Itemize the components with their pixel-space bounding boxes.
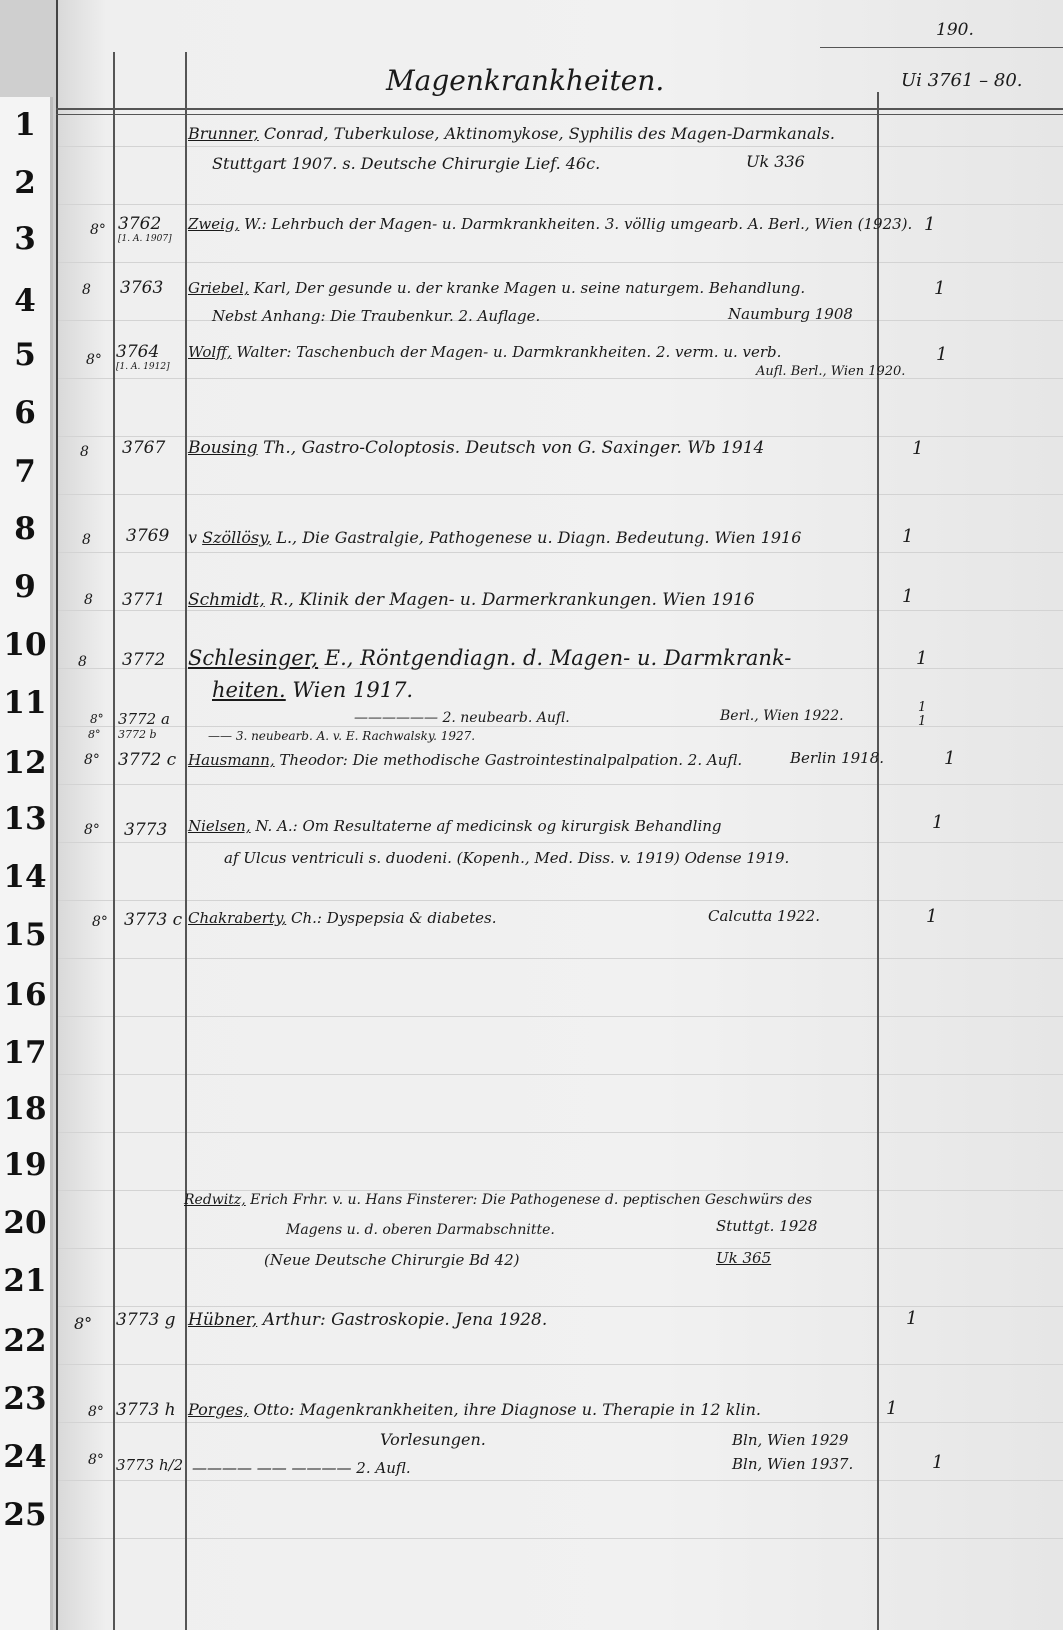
entry-title: N. A.: Om Resultaterne af medicinsk og kirurgisk Behandling — [250, 817, 722, 835]
page-number-rule — [820, 47, 1063, 48]
entry-author: Porges, — [188, 1400, 249, 1419]
entry-title: W.: Lehrbuch der Magen- u. Darmkrankheiten. 3. völlig umgearb. A. Berl., Wien (1923). — [239, 215, 913, 233]
entry-count: 1 — [932, 812, 944, 833]
ruled-line — [56, 1248, 1063, 1249]
ruled-line — [56, 1132, 1063, 1133]
entry-title: Conrad, Tuberkulose, Aktinomykose, Syphilis des Magen-Darmkanals. — [258, 124, 835, 143]
line-number: 8 — [14, 511, 36, 547]
line-number: 6 — [14, 395, 36, 431]
line-number: 24 — [3, 1439, 47, 1475]
column-rule-format — [113, 52, 115, 1630]
entry-line — [188, 434, 764, 462]
entry-author: Zweig, — [188, 215, 240, 233]
ruled-line — [56, 378, 1063, 379]
header-rule-2 — [56, 114, 1063, 115]
ruled-line — [56, 900, 1063, 901]
entry-imprint: Naumburg 1908 — [728, 305, 853, 323]
line-number: 21 — [3, 1263, 47, 1299]
entry-title: Erich Frhr. v. u. Hans Finsterer: Die Pathogenese d. peptischen Geschwürs des — [245, 1192, 813, 1208]
line-number: 2 — [14, 165, 36, 201]
entry-title: Theodor: Die methodische Gastrointestinalpalpation. 2. Aufl. — [274, 751, 743, 769]
entry-imprint: Aufl. Berl., Wien 1920. — [756, 364, 906, 379]
entry-author: Hübner, — [188, 1310, 258, 1330]
ruled-line — [56, 1016, 1063, 1017]
entry-format: 8° — [84, 822, 100, 838]
entry-format: 8° — [88, 728, 101, 741]
entry-imprint: Bln, Wien 1929 — [732, 1431, 849, 1449]
line-number: 16 — [3, 977, 47, 1013]
entry-imprint: Calcutta 1922. — [708, 907, 820, 925]
entry-title: —————— 2. neubearb. Aufl. — [354, 710, 570, 726]
entry-author: Brunner, — [188, 124, 259, 143]
entry-count: 1 — [918, 700, 927, 715]
entry-imprint: Wien 1917. — [285, 678, 414, 702]
line-number: 7 — [14, 454, 36, 490]
line-number: 19 — [3, 1147, 47, 1183]
ruled-line — [56, 494, 1063, 495]
entry-imprint: Bln, Wien 1937. — [732, 1455, 854, 1473]
entry-count: 1 — [918, 714, 927, 729]
ruled-line — [56, 958, 1063, 959]
entry-title: E., Röntgendiagn. d. Magen- u. Darmkrank- — [318, 646, 792, 670]
entry-prefix: v — [188, 528, 203, 547]
entry-format: 8 — [78, 654, 87, 670]
entry-count: 1 — [906, 1308, 918, 1329]
ruled-line — [56, 262, 1063, 263]
entry-count: 1 — [936, 344, 948, 365]
entry-count: 1 — [912, 438, 924, 459]
ruled-line — [56, 784, 1063, 785]
entry-line — [188, 338, 781, 366]
entry-count: 1 — [926, 906, 938, 927]
entry-format: 8° — [88, 1404, 104, 1420]
line-number: 1 — [14, 107, 36, 143]
entry-format: 8° — [86, 352, 102, 368]
entry-format: 8 — [84, 592, 93, 608]
entry-number: 3762 [1. A. 1907] — [118, 214, 172, 244]
entry-count: 1 — [916, 648, 928, 669]
entry-line — [188, 524, 801, 552]
line-number: 17 — [3, 1035, 47, 1071]
line-number: 23 — [3, 1381, 47, 1417]
entry-title-cont: Magens u. d. oberen Darmabschnitte. — [286, 1222, 555, 1238]
line-number: 13 — [3, 801, 47, 837]
entry-number: 3771 — [122, 590, 166, 610]
entry-author: Wolff, — [188, 343, 232, 361]
entry-title: L., Die Gastralgie, Pathogenese u. Diagn. Bedeutung. Wien 1916 — [271, 528, 802, 547]
entry-line — [188, 812, 722, 840]
entry-title: —— 3. neubearb. A. v. E. Rachwalsky. 1927. — [208, 729, 476, 743]
entry-number: 3772 c — [118, 750, 177, 770]
line-number: 3 — [14, 221, 36, 257]
entry-count: 1 — [934, 278, 946, 299]
entry-title: Ch.: Dyspepsia & diabetes. — [286, 909, 497, 927]
entry-note: Nebst Anhang: Die Traubenkur. 2. Auflage. — [212, 307, 541, 325]
entry-number: 3772 — [122, 650, 166, 670]
page-number: 190. — [936, 20, 974, 40]
entry-format: 8° — [90, 712, 104, 726]
entry-imprint: Berlin 1918. — [790, 749, 885, 767]
entry-count: 1 — [886, 1398, 898, 1419]
page-edge — [56, 0, 58, 1630]
entry-format: 8 — [82, 532, 91, 548]
line-number-panel — [0, 97, 53, 1630]
entry-line — [188, 1396, 761, 1424]
line-number-strip — [0, 0, 56, 1630]
entry-line — [188, 1306, 547, 1334]
ruled-line — [56, 552, 1063, 553]
line-number: 4 — [14, 283, 36, 319]
entry-series: (Neue Deutsche Chirurgie Bd 42) — [264, 1251, 520, 1269]
entry-count: 1 — [902, 586, 914, 607]
page-title: Magenkrankheiten. — [386, 64, 665, 97]
line-number: 5 — [14, 337, 36, 373]
entry-title: ———— —— ———— 2. Aufl. — [192, 1459, 411, 1477]
entry-title: Karl, Der gesunde u. der kranke Magen u. seine naturgem. Behandlung. — [248, 279, 806, 297]
entry-number: 3772 b — [118, 728, 157, 741]
ledger-page — [56, 0, 1063, 1630]
column-rule-count — [877, 92, 879, 1630]
line-number: 9 — [14, 569, 36, 605]
entry-author: Chakraberty, — [188, 909, 287, 927]
line-number: 25 — [3, 1497, 47, 1533]
shelf-range: Ui 3761 – 80. — [901, 70, 1023, 91]
entry-title: Otto: Magenkrankheiten, ihre Diagnose u. Therapie in 12 klin. — [248, 1400, 762, 1419]
entry-author: Schmidt, — [188, 590, 265, 610]
entry-count: 1 — [944, 748, 956, 769]
entry-format: 8° — [74, 1314, 93, 1333]
line-number: 11 — [3, 685, 47, 721]
entry-number: 3773 c — [124, 910, 183, 930]
entry-author: Szöllösy, — [202, 528, 272, 547]
entry-title: Arthur: Gastroskopie. Jena 1928. — [257, 1310, 548, 1330]
line-number: 22 — [3, 1323, 47, 1359]
entry-format: 8° — [92, 914, 108, 930]
entry-line — [188, 210, 912, 238]
entry-line — [184, 1186, 812, 1214]
entry-number: 3773 g — [116, 1310, 176, 1330]
line-number: 14 — [3, 859, 47, 895]
entry-title-cont: Vorlesungen. — [380, 1430, 486, 1449]
column-rule-number — [185, 52, 187, 1630]
entry-title: Th., Gastro-Coloptosis. Deutsch von G. Saxinger. Wb 1914 — [257, 438, 765, 458]
entry-format: 8° — [90, 222, 106, 238]
line-number: 18 — [3, 1091, 47, 1127]
entry-format: 8 — [80, 444, 89, 460]
entry-format: 8° — [84, 752, 100, 768]
entry-number: 3763 — [120, 278, 164, 298]
entry-title-cont: heiten. — [212, 678, 286, 702]
ruled-line — [56, 1074, 1063, 1075]
entry-shelfmark: Uk 365 — [716, 1249, 772, 1267]
entry-count: 1 — [932, 1452, 944, 1473]
header-rule — [56, 108, 1063, 110]
ruled-line — [56, 204, 1063, 205]
entry-line — [188, 904, 497, 932]
line-number: 20 — [3, 1205, 47, 1241]
ruled-line — [56, 320, 1063, 321]
entry-count: 1 — [902, 526, 914, 547]
entry-line — [188, 274, 805, 302]
entry-imprint: Berl., Wien 1922. — [720, 708, 844, 724]
entry-line — [188, 586, 755, 614]
entry-title: R., Klinik der Magen- u. Darmerkrankungen. Wien 1916 — [264, 590, 755, 610]
entry-imprint: Stuttgt. 1928 — [716, 1217, 818, 1235]
entry-number: 3769 — [126, 526, 170, 546]
entry-author: Griebel, — [188, 279, 249, 297]
line-number: 12 — [3, 745, 47, 781]
entry-line — [188, 644, 791, 672]
entry-author: Hausmann, — [188, 751, 275, 769]
entry-imprint: Stuttgart 1907. s. Deutsche Chirurgie Lief. 46c. — [212, 154, 601, 173]
entry-number: 3773 — [124, 820, 168, 840]
entry-count: 1 — [924, 214, 936, 235]
entry-title-cont: af Ulcus ventriculi s. duodeni. (Kopenh., Med. Diss. v. 1919) Odense 1919. — [224, 849, 790, 867]
entry-number: 3764 [1. A. 1912] — [116, 342, 170, 372]
entry-number: 3772 a — [118, 710, 170, 728]
entry-shelfmark: Uk 336 — [746, 152, 805, 171]
entry-line — [188, 120, 835, 148]
ruled-line — [56, 1364, 1063, 1365]
entry-format: 8 — [82, 282, 91, 298]
entry-line — [212, 676, 413, 704]
entry-number: 3773 h/2 — [116, 1456, 184, 1474]
entry-author: Redwitz, — [184, 1192, 246, 1208]
line-number: 15 — [3, 917, 47, 953]
entry-author: Bousing — [188, 438, 258, 458]
entry-author: Nielsen, — [188, 817, 251, 835]
entry-number: 3773 h — [116, 1400, 176, 1420]
ruled-line — [56, 842, 1063, 843]
line-number: 10 — [3, 627, 47, 663]
entry-number: 3767 — [122, 438, 166, 458]
ruled-line — [56, 1538, 1063, 1539]
entry-title: Walter: Taschenbuch der Magen- u. Darmkrankheiten. 2. verm. u. verb. — [231, 343, 782, 361]
entry-format: 8° — [88, 1452, 104, 1468]
entry-line — [188, 746, 742, 774]
entry-author: Schlesinger, — [188, 646, 319, 670]
